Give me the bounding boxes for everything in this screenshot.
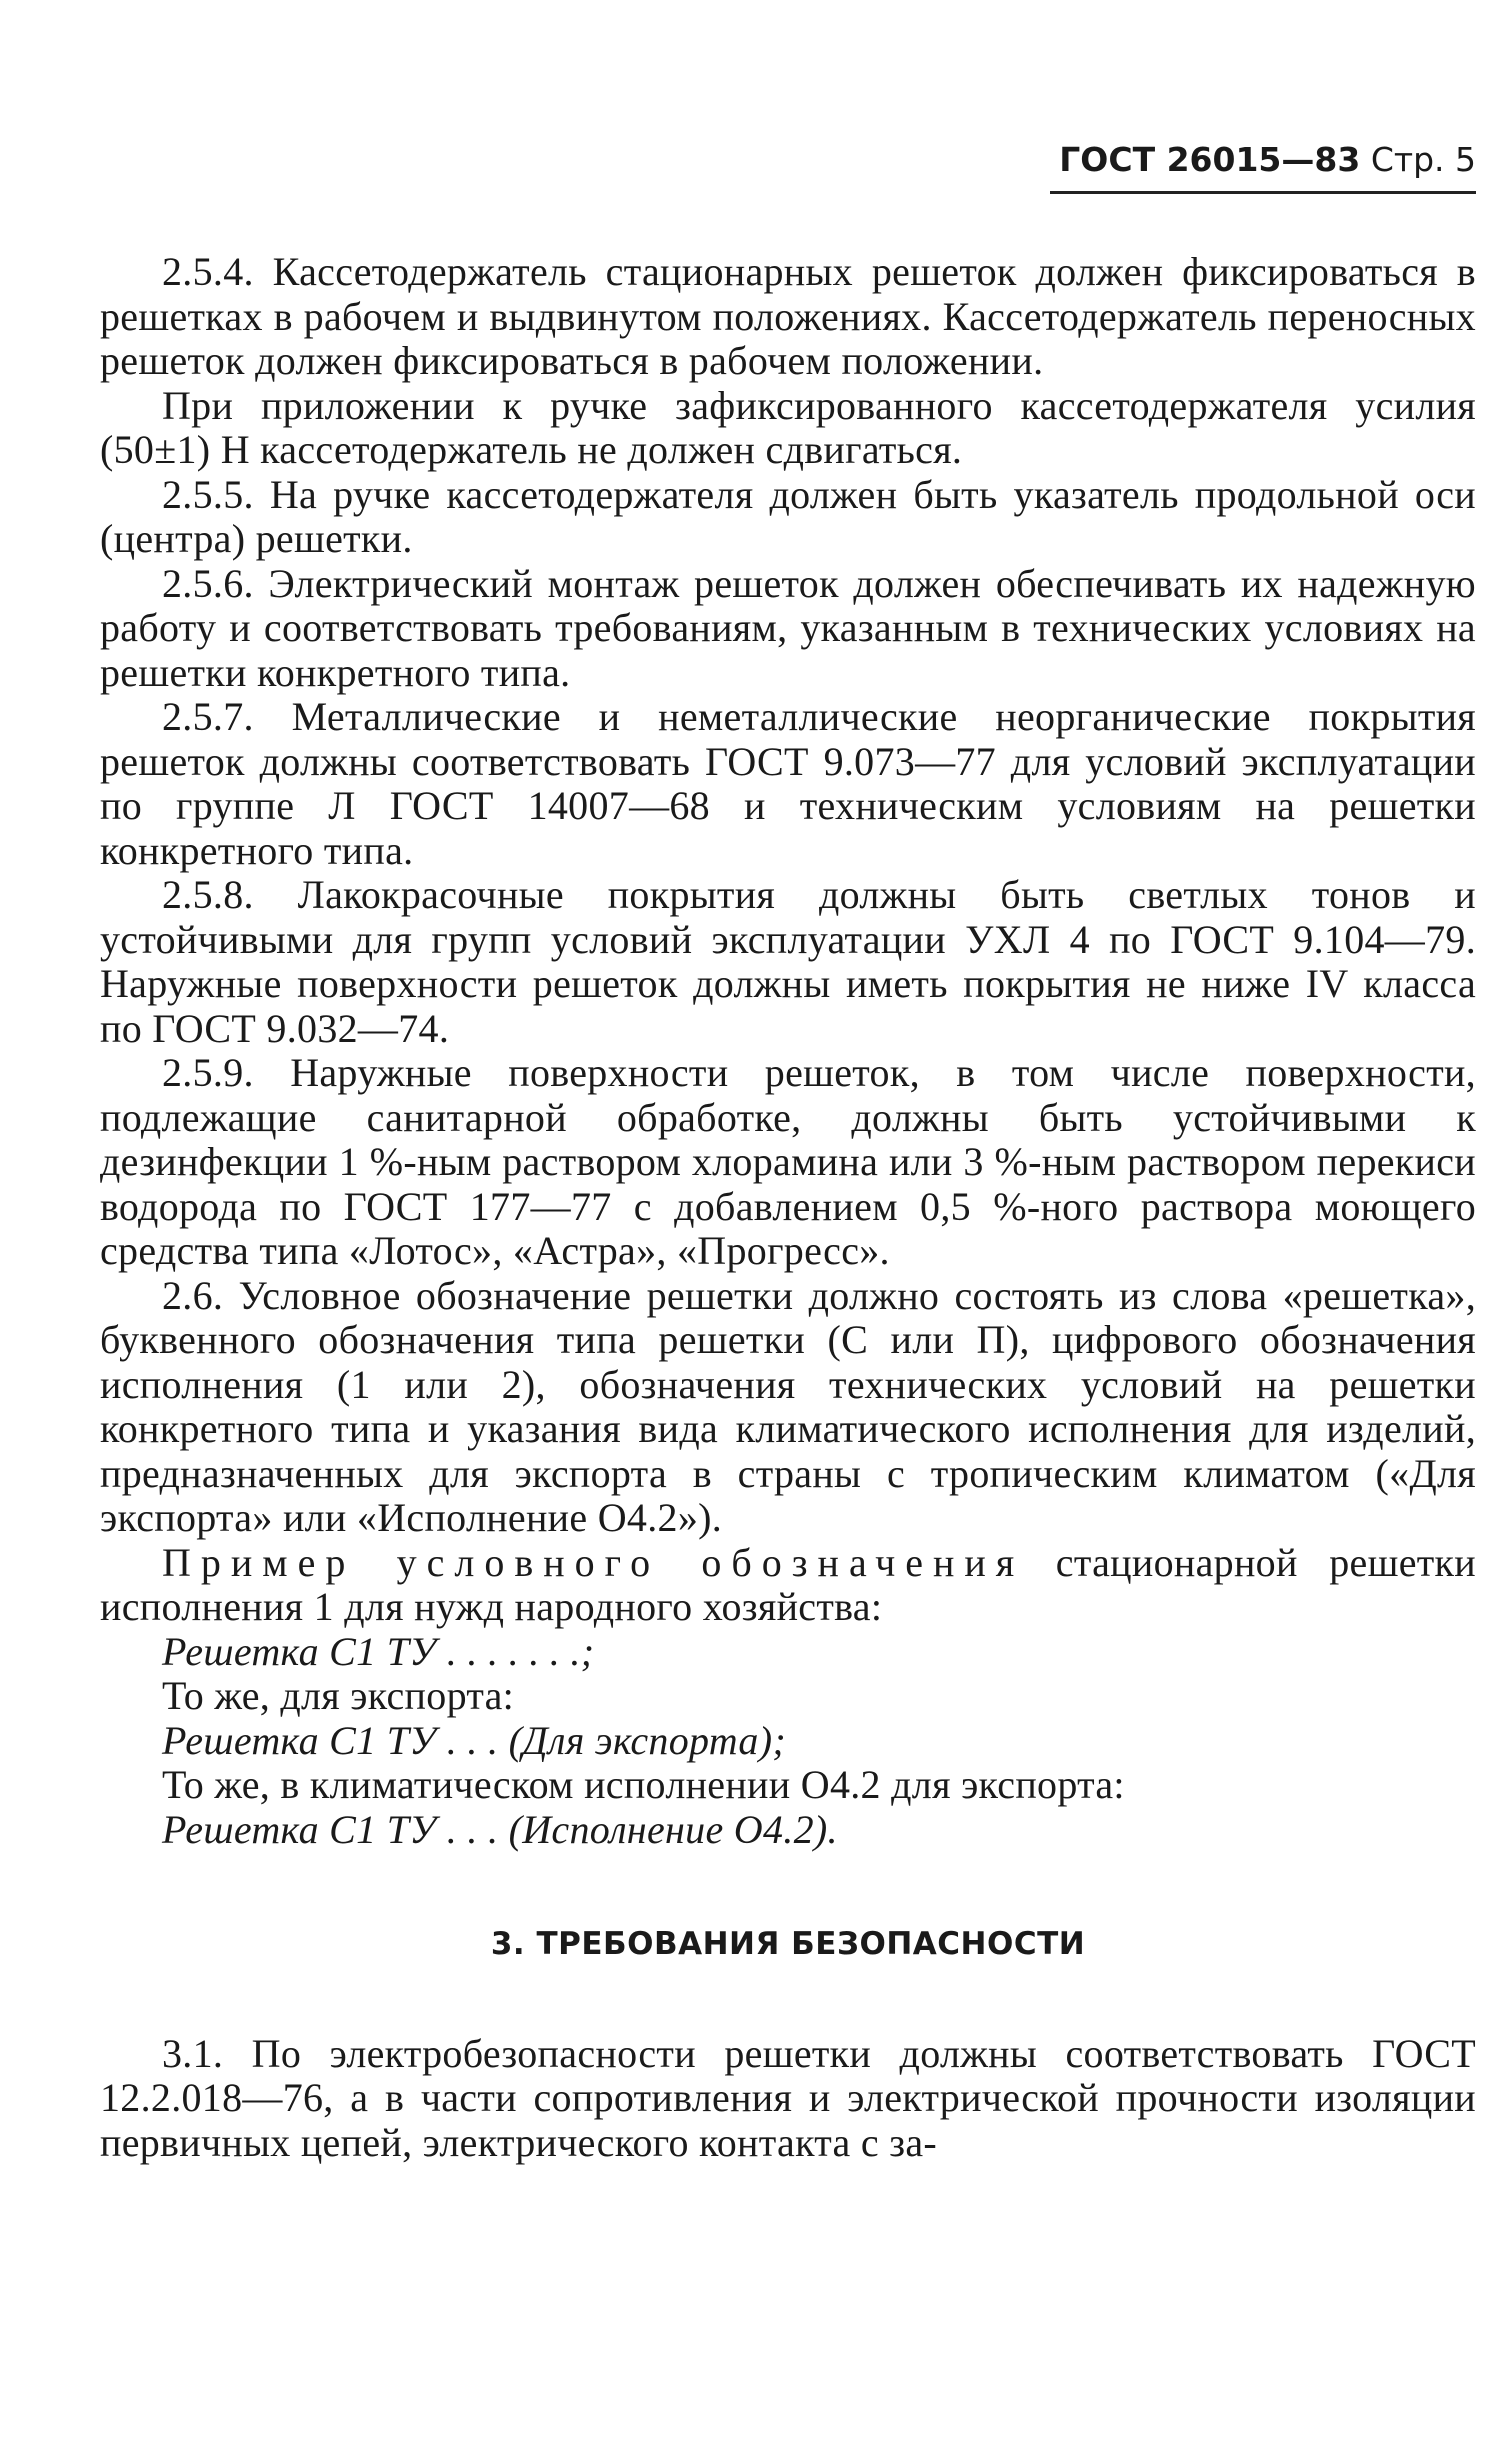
paragraph-2-5-5: 2.5.5. На ручке кассетодержателя должен быть указатель продольной оси (центра) решетки. — [100, 471, 1476, 561]
paragraph-2-6: 2.6. Условное обозначение решетки должно состоять из слова «решетка», буквенного обозначения типа решетки (С или П), цифрового обозначения исполнения (1 или 2), обозначения технических условий на решетки конкретного типа и указания вида климатического исполнения для изделий, предназначенных для экспорта в страны с тропическим климатом («Для экспорта» или «Исполнение О4.2»). — [100, 1272, 1476, 1540]
paragraph-2-5-4-force: При приложении к ручке зафиксированного кассетодержателя усилия (50±1) Н кассетодержатель не должен сдвигаться. — [100, 382, 1476, 472]
page-header — [1050, 140, 1476, 194]
section-3-title: 3. ТРЕБОВАНИЯ БЕЗОПАСНОСТИ — [490, 1926, 1086, 1962]
paragraph-2-5-6: 2.5.6. Электрический монтаж решеток должен обеспечивать их надежную работу и соответствовать требованиям, указанным в технических условиях на решетки конкретного типа. — [100, 560, 1476, 695]
document-body — [100, 250, 1476, 2165]
paragraph-3-1: 3.1. По электробезопасности решетки должны соответствовать ГОСТ 12.2.018—76, а в части сопротивления и электрической прочности изоляции первичных цепей, электрического контакта с за- — [100, 2030, 1476, 2165]
example-intro-rest: стационарной решетки исполнения 1 для нужд народного хозяйства: — [100, 1539, 1476, 1629]
paragraph-2-5-9: 2.5.9. Наружные поверхности решеток, в том числе поверхности, подлежащие санитарной обработке, должны быть устойчивыми к дезинфекции 1 %-ным раствором хлорамина или 3 %-ным раствором перекиси водорода по ГОСТ 177—77 с добавлением 0,5 %-ного раствора моющего средства типа «Лотос», «Астра», «Прогресс». — [100, 1050, 1476, 1273]
standard-code: ГОСТ 26015—83 — [1059, 140, 1361, 179]
page-number: Стр. 5 — [1370, 140, 1476, 179]
example-line-3: Решетка С1 ТУ . . . (Для экспорта); — [162, 1717, 786, 1763]
example-line-5: Решетка С1 ТУ . . . (Исполнение О4.2). — [162, 1806, 838, 1852]
example-intro — [100, 1541, 1476, 1630]
example-intro-spaced: Пример условного обозначения — [162, 1539, 1025, 1585]
example-line-4: То же, в климатическом исполнении О4.2 для экспорта: — [162, 1762, 1125, 1807]
paragraph-2-5-7: 2.5.7. Металлические и неметаллические неорганические покрытия решеток должны соответствовать ГОСТ 9.073—77 для условий эксплуатации по группе Л ГОСТ 14007—68 и техническим условиям на решетки конкретного типа. — [100, 694, 1476, 873]
paragraph-2-5-8: 2.5.8. Лакокрасочные покрытия должны быть светлых тонов и устойчивыми для групп условий эксплуатации УХЛ 4 по ГОСТ 9.104—79. Наружные поверхности решеток должны иметь покрытия не ниже IV класса по ГОСТ 9.032—74. — [100, 872, 1476, 1051]
example-line-1: Решетка С1 ТУ . . . . . . .; — [162, 1628, 595, 1674]
example-line-2: То же, для экспорта: — [162, 1673, 515, 1718]
paragraph-2-5-4: 2.5.4. Кассетодержатель стационарных решеток должен фиксироваться в решетках в рабочем и выдвинутом положениях. Кассетодержатель переносных решеток должен фиксироваться в рабочем положении. — [100, 249, 1476, 383]
